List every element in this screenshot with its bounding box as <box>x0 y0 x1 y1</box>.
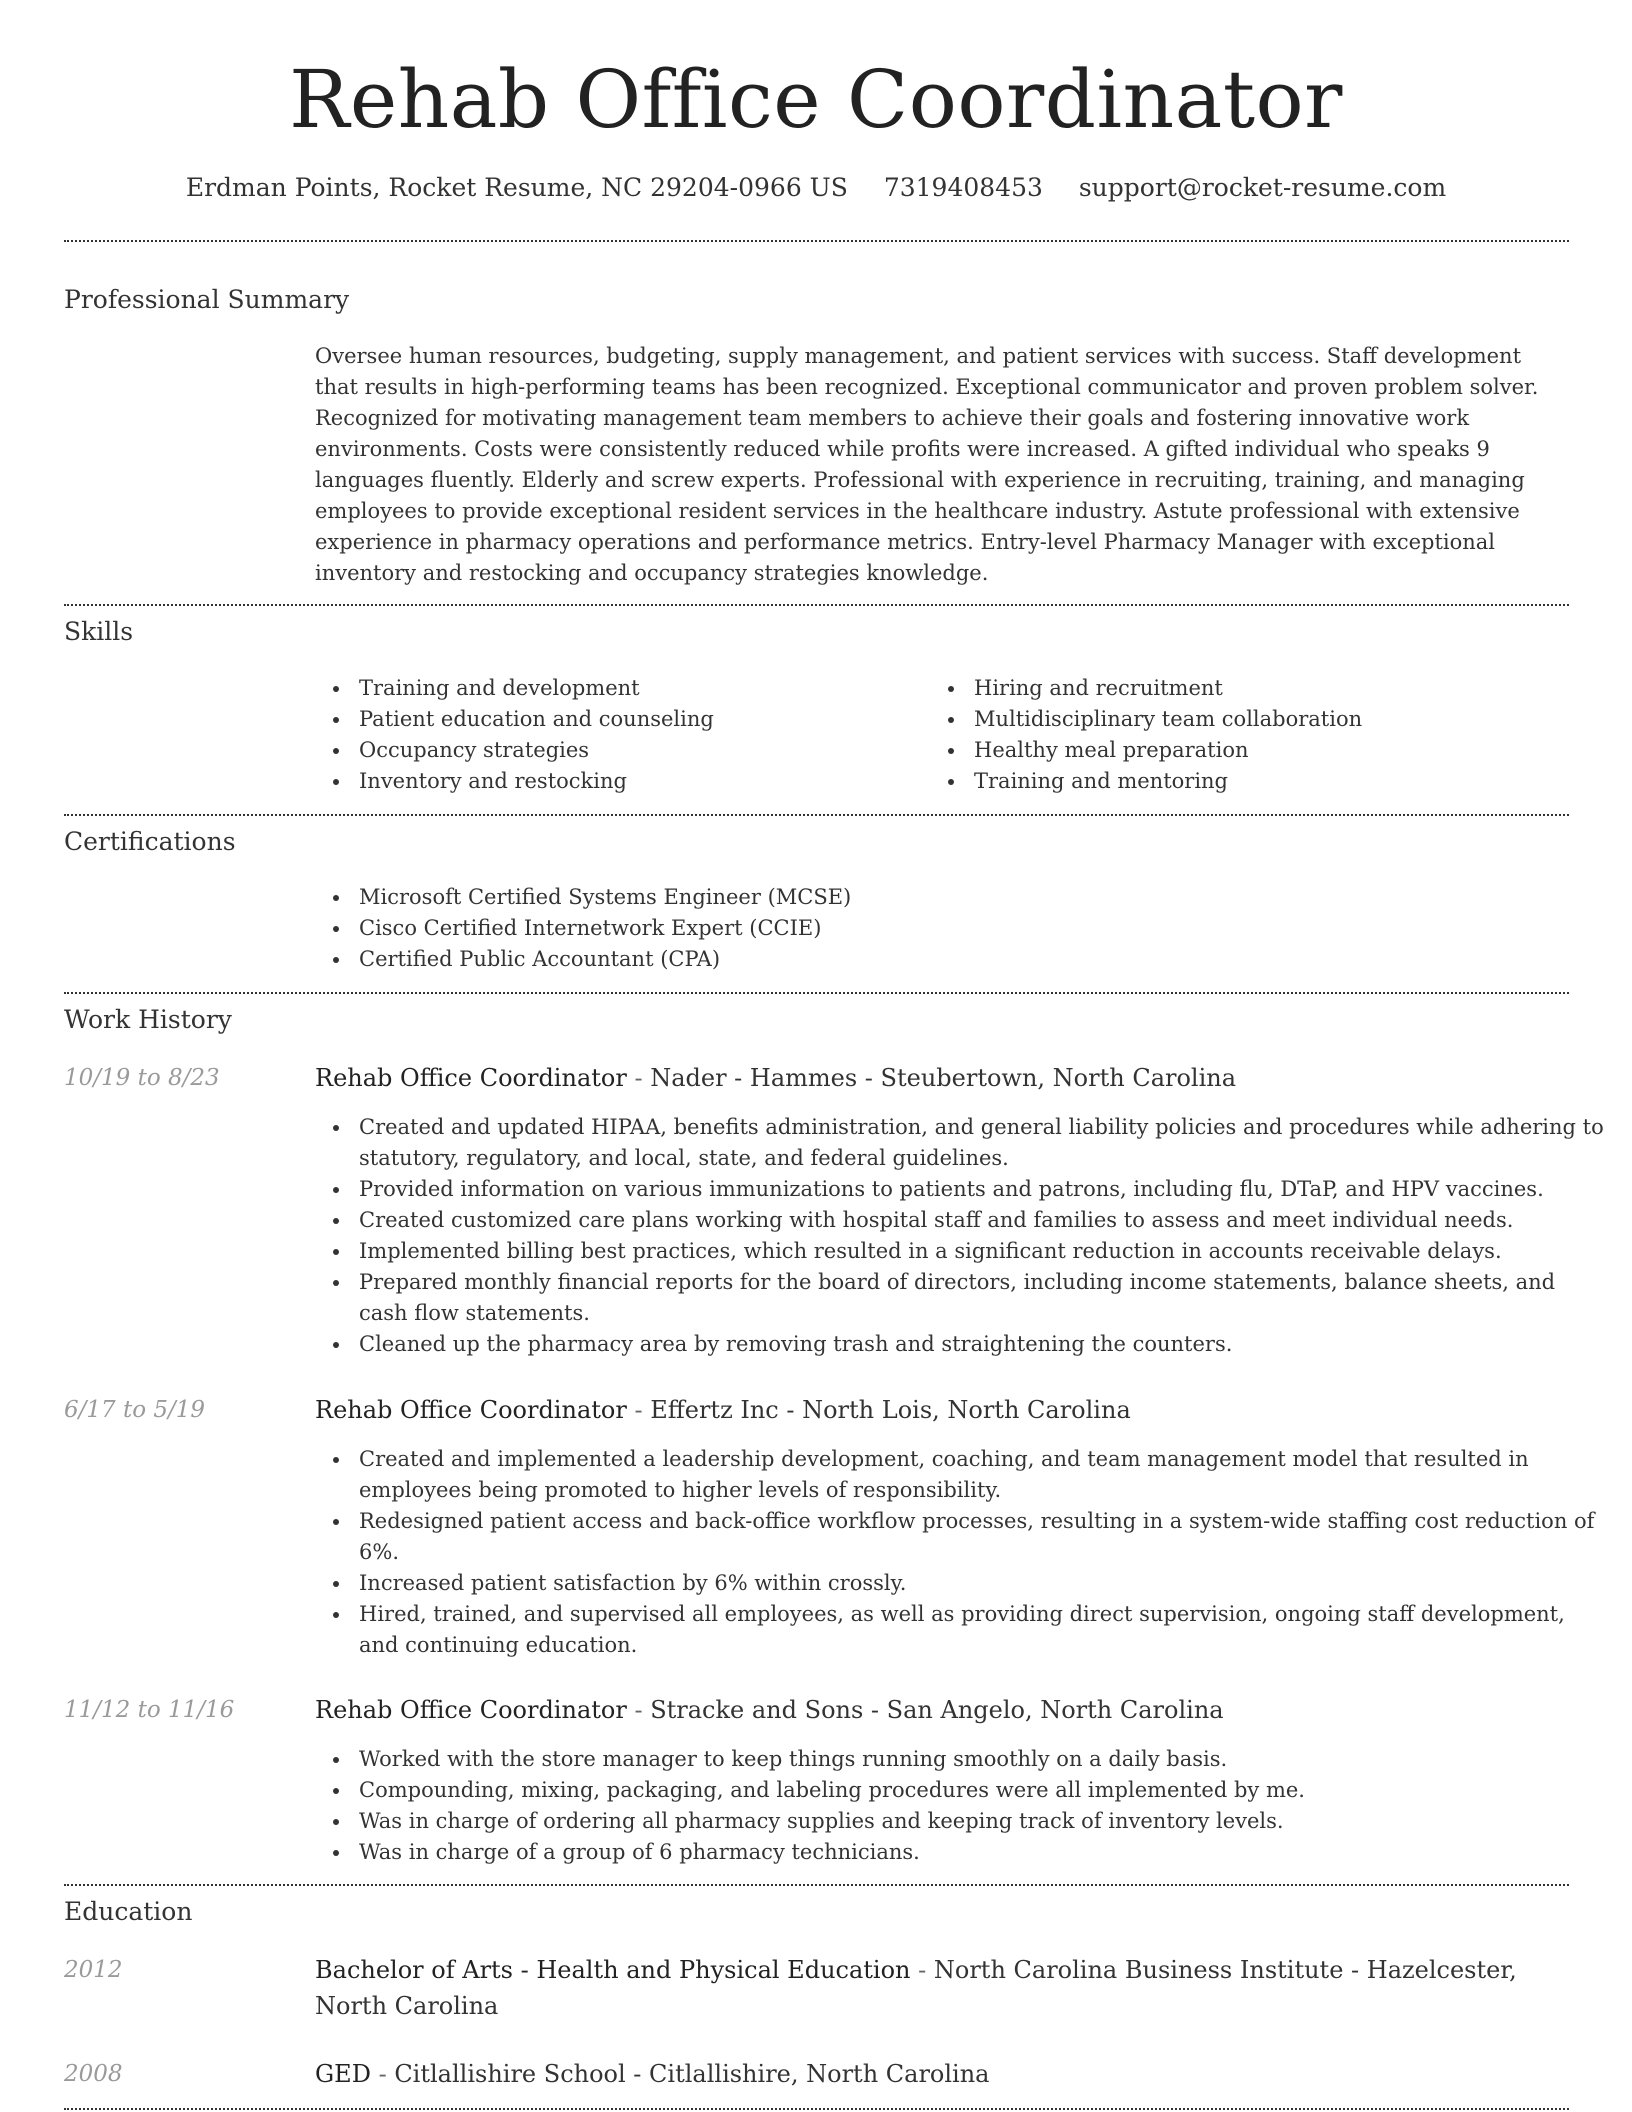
certification-item: Microsoft Certified Systems Engineer (MCSE) <box>359 882 1609 913</box>
job-heading <box>315 1060 1565 1096</box>
job-details: Effertz Inc - North Lois, North Carolina <box>650 1396 1131 1424</box>
job-bullet: Redesigned patient access and back-office workflow processes, resulting in a system-wide staffing cost reduction of 6%. <box>359 1506 1609 1568</box>
skill-item: Occupancy strategies <box>359 735 919 766</box>
job-bullet: Cleaned up the pharmacy area by removing trash and straightening the counters. <box>359 1329 1609 1360</box>
job-role: Rehab Office Coordinator <box>315 1696 627 1724</box>
skill-item: Healthy meal preparation <box>974 735 1574 766</box>
job-bullet: Implemented billing best practices, which resulted in a significant reduction in accounts receivable delays. <box>359 1236 1609 1267</box>
job-bullets <box>315 1744 1609 1868</box>
skill-item: Training and development <box>359 673 919 704</box>
certification-item: Cisco Certified Internetwork Expert (CCIE) <box>359 913 1609 944</box>
job-bullet: Compounding, mixing, packaging, and labeling procedures were all implemented by me. <box>359 1775 1609 1806</box>
job-separator: - <box>626 1064 651 1092</box>
education-separator: - <box>910 1956 934 1984</box>
skills-list-right <box>930 673 1574 797</box>
certifications-list <box>315 882 1609 975</box>
job-dates: 11/12 to 11/16 <box>64 1697 235 1723</box>
skills-list-left <box>315 673 919 797</box>
contact-address: Erdman Points, Rocket Resume, NC 29204-0966 US <box>185 173 848 202</box>
job-heading <box>315 1692 1565 1728</box>
section-title-certifications: Certifications <box>64 827 236 856</box>
education-heading <box>315 1952 1565 2024</box>
divider <box>64 2108 1569 2110</box>
job-bullet: Worked with the store manager to keep things running smoothly on a daily basis. <box>359 1744 1609 1775</box>
education-heading <box>315 2056 1565 2092</box>
education-year: 2012 <box>64 1957 123 1983</box>
skill-item: Hiring and recruitment <box>974 673 1574 704</box>
job-separator: - <box>626 1396 651 1424</box>
divider <box>64 992 1569 994</box>
summary-text: Oversee human resources, budgeting, supply management, and patient services with success. Staff development that results in high-performing teams has been recognized. Exceptional communicator and proven problem solver. Recognized for motivating management team members to achieve their goals and fostering innovative work environments. Costs were consistently reduced while profits were increased. A gifted individual who speaks 9 languages fluently. Elderly and screw experts. Professional with experience in recruiting, training, and managing employees to provide exceptional resident services in the healthcare industry. Astute professional with extensive experience in pharmacy operations and performance metrics. Entry-level Pharmacy Manager with exceptional inventory and restocking and occupancy strategies knowledge. <box>315 344 1539 585</box>
skill-item: Inventory and restocking <box>359 766 919 797</box>
education-details: North Carolina Business Institute - Hazelcester, North Carolina <box>315 1956 1517 2020</box>
job-bullet: Increased patient satisfaction by 6% within crossly. <box>359 1568 1609 1599</box>
resume-title: Rehab Office Coordinator <box>289 53 1343 146</box>
job-bullet: Created and updated HIPAA, benefits administration, and general liability policies and procedures while adhering to statutory, regulatory, and local, state, and federal guidelines. <box>359 1112 1609 1174</box>
job-bullet: Was in charge of a group of 6 pharmacy technicians. <box>359 1837 1609 1868</box>
section-title-education: Education <box>64 1897 193 1926</box>
skill-item: Patient education and counseling <box>359 704 919 735</box>
education-details: Citlallishire School - Citlallishire, North Carolina <box>394 2060 990 2088</box>
education-degree: Bachelor of Arts - Health and Physical Education <box>315 1956 911 1984</box>
skill-item: Training and mentoring <box>974 766 1574 797</box>
job-details: Stracke and Sons - San Angelo, North Carolina <box>650 1696 1224 1724</box>
job-bullet: Provided information on various immunizations to patients and patrons, including flu, DTaP, and HPV vaccines. <box>359 1174 1609 1205</box>
job-bullets <box>315 1112 1609 1360</box>
job-bullet: Was in charge of ordering all pharmacy supplies and keeping track of inventory levels. <box>359 1806 1609 1837</box>
job-bullets <box>315 1444 1609 1661</box>
section-title-skills: Skills <box>64 617 134 646</box>
job-bullet: Created customized care plans working with hospital staff and families to assess and meet individual needs. <box>359 1205 1609 1236</box>
divider <box>64 1884 1569 1886</box>
job-heading <box>315 1392 1565 1428</box>
section-title-summary: Professional Summary <box>64 285 350 314</box>
divider <box>64 604 1569 606</box>
contact-email: support@rocket-resume.com <box>1078 173 1447 202</box>
job-dates: 6/17 to 5/19 <box>64 1397 206 1423</box>
job-details: Nader - Hammes - Steubertown, North Carolina <box>650 1064 1237 1092</box>
job-bullet: Hired, trained, and supervised all employees, as well as providing direct supervision, ongoing staff development, and continuing education. <box>359 1599 1609 1661</box>
education-degree: GED <box>315 2060 371 2088</box>
education-separator: - <box>370 2060 395 2088</box>
contact-phone: 7319408453 <box>883 173 1043 202</box>
certification-item: Certified Public Accountant (CPA) <box>359 944 1609 975</box>
divider <box>64 240 1569 242</box>
divider <box>64 814 1569 816</box>
job-role: Rehab Office Coordinator <box>315 1064 627 1092</box>
job-separator: - <box>626 1696 651 1724</box>
section-title-work-history: Work History <box>64 1005 232 1034</box>
job-dates: 10/19 to 8/23 <box>64 1065 220 1091</box>
job-bullet: Prepared monthly financial reports for the board of directors, including income statements, balance sheets, and cash flow statements. <box>359 1267 1609 1329</box>
skill-item: Multidisciplinary team collaboration <box>974 704 1574 735</box>
job-bullet: Created and implemented a leadership development, coaching, and team management model that resulted in employees being promoted to higher levels of responsibility. <box>359 1444 1609 1506</box>
contact-line <box>0 170 1632 206</box>
job-role: Rehab Office Coordinator <box>315 1396 627 1424</box>
education-year: 2008 <box>64 2061 123 2087</box>
